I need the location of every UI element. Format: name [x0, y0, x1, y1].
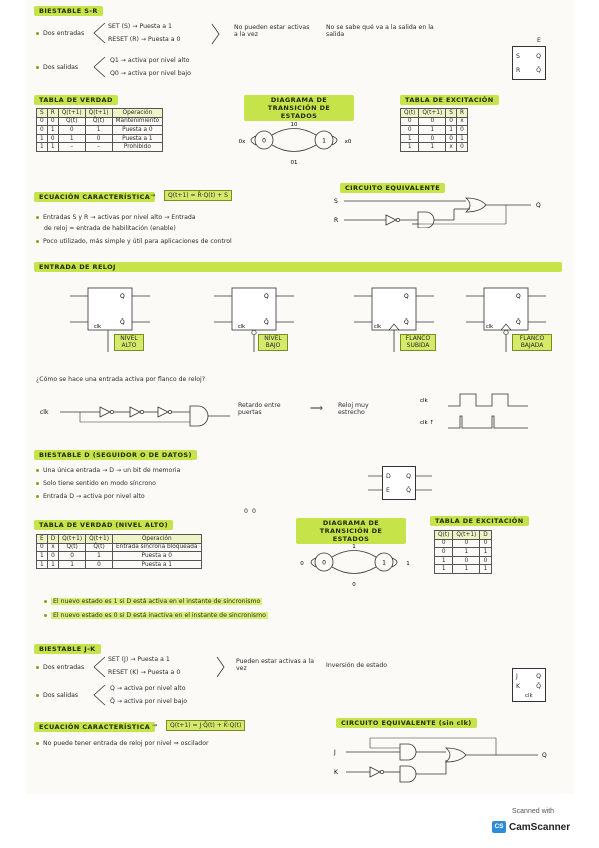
jk-input-set: SET (J) → Puesta a 1: [108, 656, 170, 663]
d-bullet3: Entrada D → activa por nivel alto: [36, 493, 145, 500]
camscanner-logo-icon: CS: [492, 821, 506, 833]
jk-note: No puede tener entrada de reloj por nivel ⇒ oscilador: [36, 740, 209, 747]
table-row: 1 0 1 0 Puesta a 1: [37, 134, 163, 143]
d-bullet2: Solo tiene sentido en modo síncrono: [36, 480, 156, 487]
d-truth-title: TABLA DE VERDAD (NIVEL ALTO): [34, 520, 173, 530]
jk-title: BIESTABLE J-K: [34, 644, 101, 654]
sr-truth-title: TABLA DE VERDAD: [34, 95, 118, 105]
table-row: 0 1 0 1 Puesta a 0: [37, 126, 163, 135]
svg-text:J: J: [334, 749, 336, 756]
svg-text:clk: clk: [238, 324, 246, 330]
d-exc-title: TABLA DE EXCITACIÓN: [430, 516, 529, 526]
svg-text:0: 0: [262, 137, 266, 145]
sr-note2: de reloj = entrada de habilitación (enable): [44, 225, 176, 232]
table-row: 1 1 x 0: [401, 143, 468, 152]
svg-text:1: 1: [406, 561, 410, 567]
sr-circuit-title: CIRCUITO EQUIVALENTE: [340, 183, 445, 193]
sr-eq: Q(t+1) = R̄·Q(t) + S: [164, 190, 232, 201]
svg-text:0: 0: [300, 561, 304, 567]
clk-question: ¿Cómo se hace una entrada activa por flanco de reloj?: [36, 376, 206, 383]
sr-input-note: No pueden estar activas a la vez: [234, 24, 310, 39]
sr-input-set: SET (S) → Puesta a 1: [108, 23, 172, 30]
d-block-symbol: D E Q Q̄: [382, 466, 416, 500]
sr-exc-table: Q(t) Q(t+1) S R 0 0 0 x 0 1 1 0 1 0 0 1 1 1 x 0: [400, 108, 468, 152]
bullet-icon: [36, 66, 39, 69]
table-row: 1 0 0 1 Puesta a 0: [37, 552, 202, 561]
sr-outputs-row: Dos salidas: [36, 64, 78, 71]
brace-icon: [92, 22, 106, 44]
table-row: 1 0 0: [435, 556, 492, 565]
jk-output-qn: Q̄ → activa por nivel bajo: [110, 698, 187, 705]
table-row: 0 x Q(t) Q̄(t) Entrada síncrona bloqueada: [37, 543, 202, 552]
bullet-icon: [36, 32, 39, 35]
sr-block-symbol: S R Q Q̄: [512, 46, 546, 80]
clk-type-rising: FLANCO SUBIDA: [400, 334, 436, 351]
svg-text:0x: 0x: [238, 139, 246, 145]
svg-text:clk ↑: clk ↑: [420, 420, 435, 426]
sr-input-reset: RESET (R) → Puesta a 0: [108, 36, 181, 43]
table-row: 0 1 1: [435, 548, 492, 557]
clk-blocks: [34, 282, 564, 370]
d-state-diagram: [288, 540, 428, 588]
d-title: BIESTABLE D (SEGUIDOR O DE DATOS): [34, 450, 197, 460]
sr-note3: Poco utilizado, más simple y útil para aplicaciones de control: [36, 238, 232, 245]
svg-text:1: 1: [322, 137, 326, 145]
d-note1: El nuevo estado es 1 si D está activa en el instante de sincronismo: [44, 598, 262, 605]
sr-note1: Entradas S y R → activas por nivel alto → Entrada: [36, 214, 196, 221]
sr-state-diagram: [226, 118, 376, 166]
d-bullet1: Una única entrada → D → un bit de memoria: [36, 467, 180, 474]
d-state-title: DIAGRAMA DE TRANSICIÓN DE ESTADOS: [296, 518, 406, 544]
jk-input-note: Pueden estar activas a la vez: [236, 658, 314, 673]
svg-text:clk: clk: [420, 398, 428, 404]
table-row: 1 1 – – Prohibido: [37, 143, 163, 152]
arrow-icon: →: [150, 192, 156, 199]
svg-text:Q̄: Q̄: [404, 319, 409, 326]
table-row: 1 1 1: [435, 565, 492, 574]
d-side-mark1: 0: [244, 508, 248, 515]
clk-type-falling: FLANCO BAJADA: [512, 334, 552, 351]
svg-text:0: 0: [352, 582, 356, 588]
svg-text:Q: Q: [264, 293, 269, 300]
sr-block-e: E: [537, 37, 541, 44]
svg-text:Q: Q: [516, 293, 521, 300]
svg-text:1: 1: [382, 559, 386, 567]
brace-close-icon: [211, 23, 225, 45]
svg-text:S: S: [334, 198, 338, 205]
sr-truth-table: S R Q(t+1) Q̄(t+1) Operación 0 0 Q(t) Q̄(t) Mantenimiento 0 1 0 1 Puesta a 0 1 0 1 0 Puesta a 1 1 1 – – Prohibido: [36, 108, 163, 152]
d-block-wires: [362, 466, 442, 500]
svg-text:10: 10: [290, 122, 298, 128]
jk-eq: Q(t+1) = J·Q̄(t) + K̄·Q(t): [166, 720, 245, 731]
sr-inputs-row: Dos entradas: [36, 30, 84, 37]
svg-text:clk: clk: [40, 409, 49, 416]
svg-text:Q: Q: [120, 293, 125, 300]
jk-block-symbol: J K Q Q̄ clk: [512, 668, 546, 702]
implies-icon: ⟹: [310, 404, 323, 414]
sr-title: BIESTABLE S-R: [34, 6, 103, 16]
d-side-mark2: 0: [252, 508, 256, 515]
svg-text:x0: x0: [344, 139, 352, 145]
svg-text:K: K: [334, 769, 338, 776]
clk-delay-note: Retardo entre puertas: [238, 402, 281, 417]
jk-eq-title: ECUACIÓN CARACTERÍSTICA: [34, 722, 155, 732]
sr-output-q: Q1 → activa por nivel alto: [110, 57, 190, 64]
svg-text:clk: clk: [486, 324, 494, 330]
table-row: 1 0 0 1: [401, 134, 468, 143]
table-row: 0 1 1 0: [401, 126, 468, 135]
sr-exc-title: TABLA DE EXCITACIÓN: [400, 95, 499, 105]
sr-input-note2: No se sabe qué va a la salida en la salida: [326, 24, 434, 39]
clk-waveforms: [418, 388, 558, 432]
svg-text:Q̄: Q̄: [264, 319, 269, 326]
watermark-line1: Scanned with: [512, 808, 555, 815]
svg-text:0: 0: [322, 559, 326, 567]
d-note2: El nuevo estado es 0 si D está inactiva en el instante de sincronismo: [44, 612, 268, 619]
svg-text:Q: Q: [404, 293, 409, 300]
notes-sheet: [26, 0, 574, 794]
edge-detector-circuit: [40, 398, 250, 428]
d-truth-table: E D Q(t+1) Q̄(t+1) Operación 0 x Q(t) Q̄(t) Entrada síncrona bloqueada 1 0 0 1 Puesta a 0 1 1 1 0 Puesta a 1: [36, 534, 202, 569]
jk-input-reset: RESET (K) → Puesta a 0: [108, 669, 181, 676]
sr-output-qn: Q0 → activa por nivel bajo: [110, 70, 191, 77]
sr-state-title: DIAGRAMA DE TRANSICIÓN DE ESTADOS: [244, 95, 354, 121]
svg-text:R: R: [334, 217, 339, 224]
jk-circuit: [326, 730, 556, 786]
sr-eq-title: ECUACIÓN CARACTERÍSTICA: [34, 192, 155, 202]
brace-icon: [92, 684, 106, 706]
clk-type-low: NIVEL BAJO: [258, 334, 288, 351]
jk-circuit-title: CIRCUITO EQUIVALENTE (sin clk): [336, 718, 477, 728]
svg-text:clk: clk: [374, 324, 382, 330]
arrow-icon: →: [152, 722, 158, 729]
svg-text:clk: clk: [94, 324, 102, 330]
jk-inputs-row: Dos entradas: [36, 664, 84, 671]
d-exc-table: Q(t) Q(t+1) D 0 0 0 0 1 1 1 0 0 1 1 1: [434, 530, 492, 574]
table-row: 1 1 1 0 Puesta a 1: [37, 560, 202, 569]
sr-circuit: [326, 194, 546, 228]
table-row: 0 0 Q(t) Q̄(t) Mantenimiento: [37, 117, 163, 126]
svg-text:Q: Q: [542, 752, 547, 759]
brace-icon: [92, 656, 106, 678]
brace-close-icon: [216, 656, 230, 678]
camscanner-watermark: CS CamScanner: [492, 820, 570, 834]
clk-title: ENTRADA DE RELOJ: [34, 262, 562, 272]
svg-text:Q̄: Q̄: [120, 319, 125, 326]
table-row: 0 0 0: [435, 539, 492, 548]
clk-type-high: NIVEL ALTO: [114, 334, 144, 351]
table-row: 0 0 0 x: [401, 117, 468, 126]
jk-outputs-row: Dos salidas: [36, 692, 78, 699]
clk-result: Reloj muy estrecho: [338, 402, 369, 417]
svg-text:Q̄: Q̄: [516, 319, 521, 326]
jk-output-q: Q → activa por nivel alto: [110, 685, 186, 692]
brace-icon: [92, 56, 106, 78]
svg-text:Q: Q: [536, 202, 541, 209]
jk-input-note2: Inversión de estado: [326, 662, 388, 669]
svg-text:01: 01: [290, 160, 298, 166]
svg-text:1: 1: [352, 544, 356, 550]
